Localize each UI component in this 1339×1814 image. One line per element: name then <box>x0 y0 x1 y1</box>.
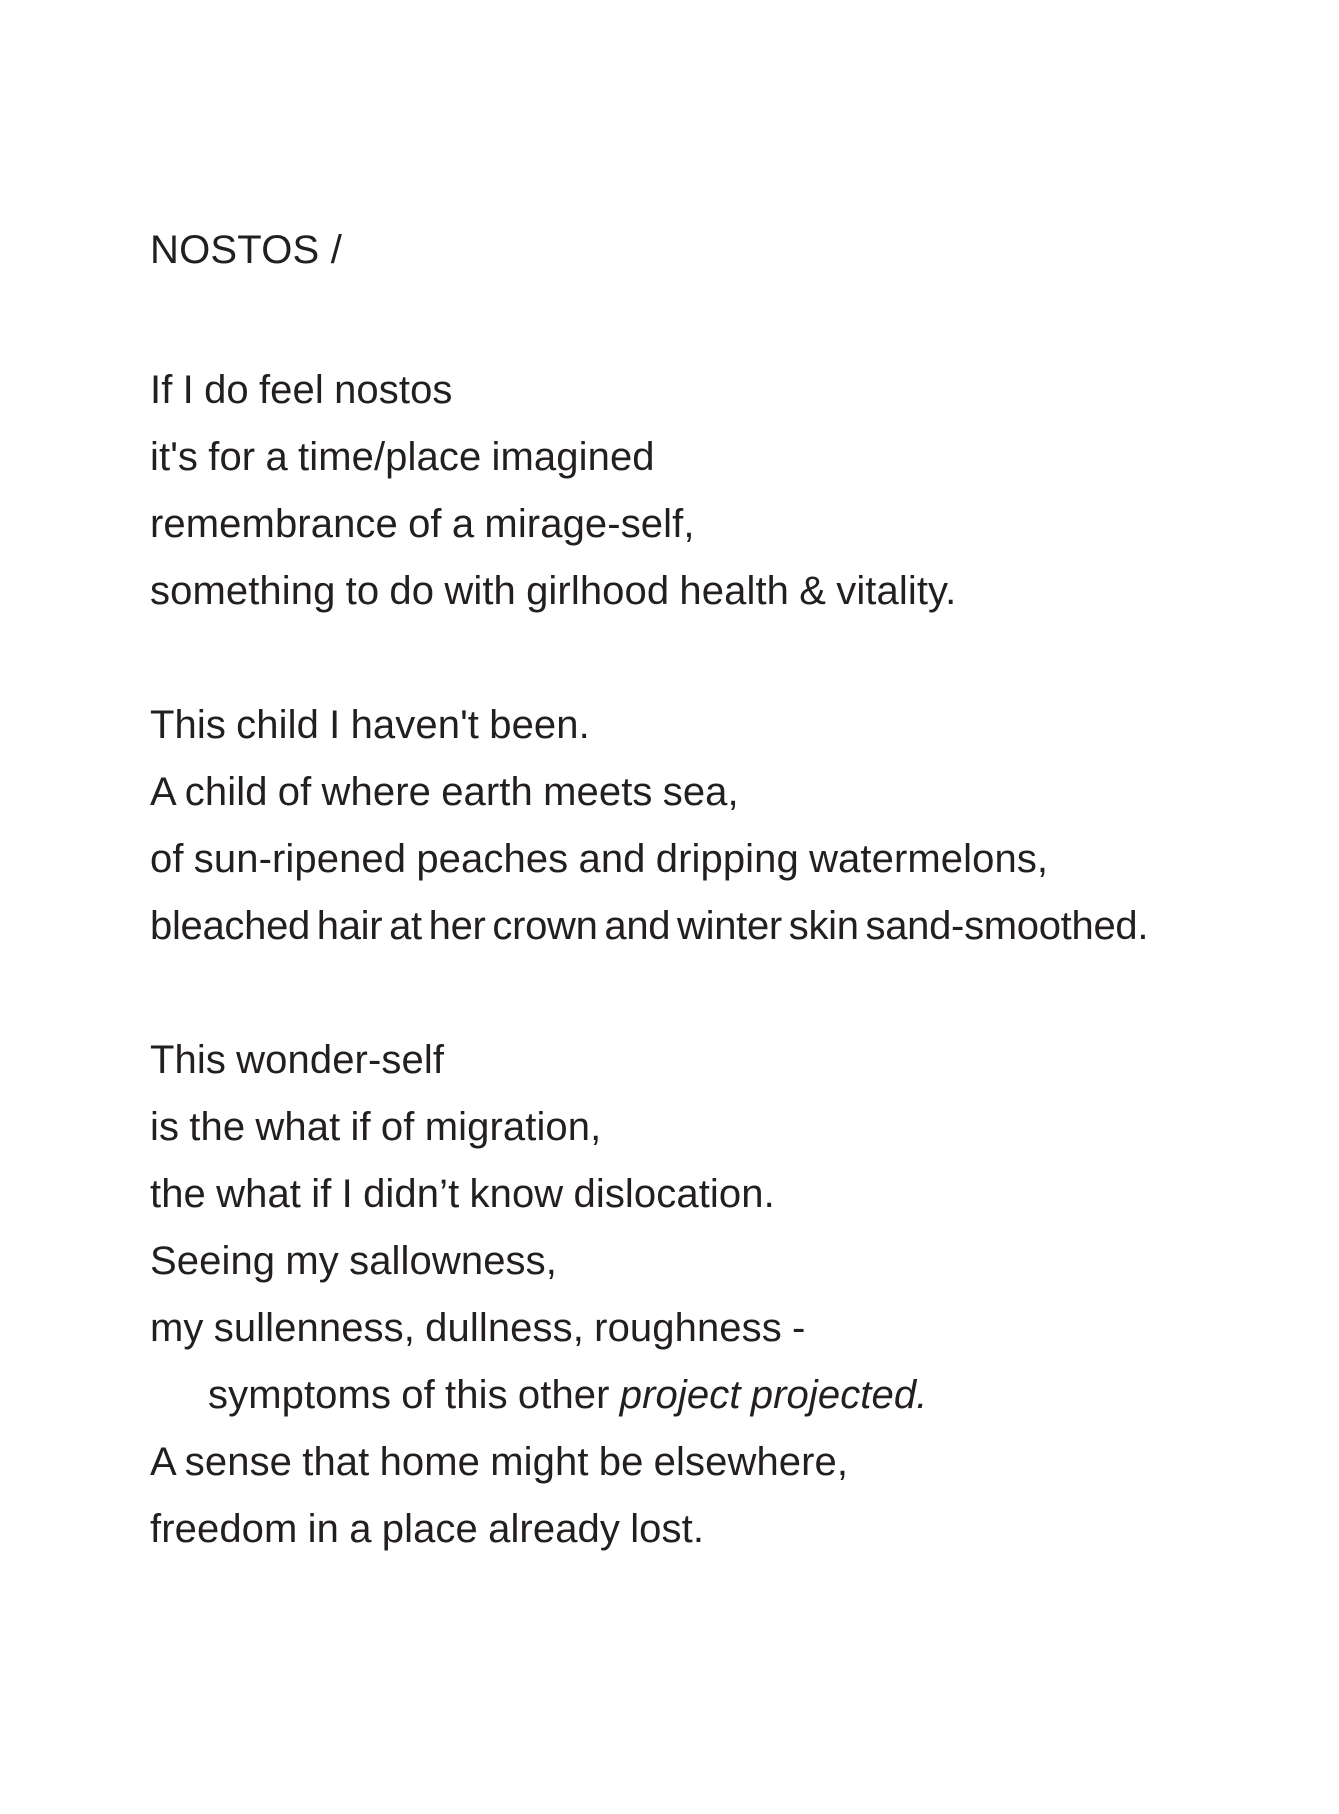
stanza-3 <box>150 1027 1148 1563</box>
poem-line: A sense that home might be elsewhere, <box>150 1440 849 1484</box>
poem-line: remembrance of a mirage-self, <box>150 502 695 546</box>
poem-title: NOSTOS / <box>150 228 343 272</box>
stanza-2 <box>150 692 1148 960</box>
poem-line-italic: project projected. <box>619 1373 928 1417</box>
poem-line-indented <box>150 1362 1148 1429</box>
poem-line: freedom in a place already lost. <box>150 1507 705 1551</box>
poem-line: of sun-ripened peaches and dripping watermelons, <box>150 837 1049 881</box>
poem-line: This wonder-self <box>150 1038 445 1082</box>
poem-line-plain: symptoms of this other <box>208 1373 620 1417</box>
poem-line: A child of where earth meets sea, <box>150 770 739 814</box>
poem-line: bleached hair at her crown and winter skin sand-smoothed. <box>150 904 1149 948</box>
poem-line: my sullenness, dullness, roughness - <box>150 1306 806 1350</box>
stanza-break <box>150 960 1148 1027</box>
stanza-1 <box>150 357 1148 625</box>
poem-body <box>150 357 1148 1563</box>
poem-line: something to do with girlhood health & vitality. <box>150 569 957 613</box>
stanza-break <box>150 625 1148 692</box>
poem-line: Seeing my sallowness, <box>150 1239 557 1283</box>
poem-line: it's for a time/place imagined <box>150 435 655 479</box>
poem-line: This child I haven't been. <box>150 703 590 747</box>
poem-line: is the what if of migration, <box>150 1105 602 1149</box>
poem-line: If I do feel nostos <box>150 368 453 412</box>
poem-line: the what if I didn’t know dislocation. <box>150 1172 775 1216</box>
